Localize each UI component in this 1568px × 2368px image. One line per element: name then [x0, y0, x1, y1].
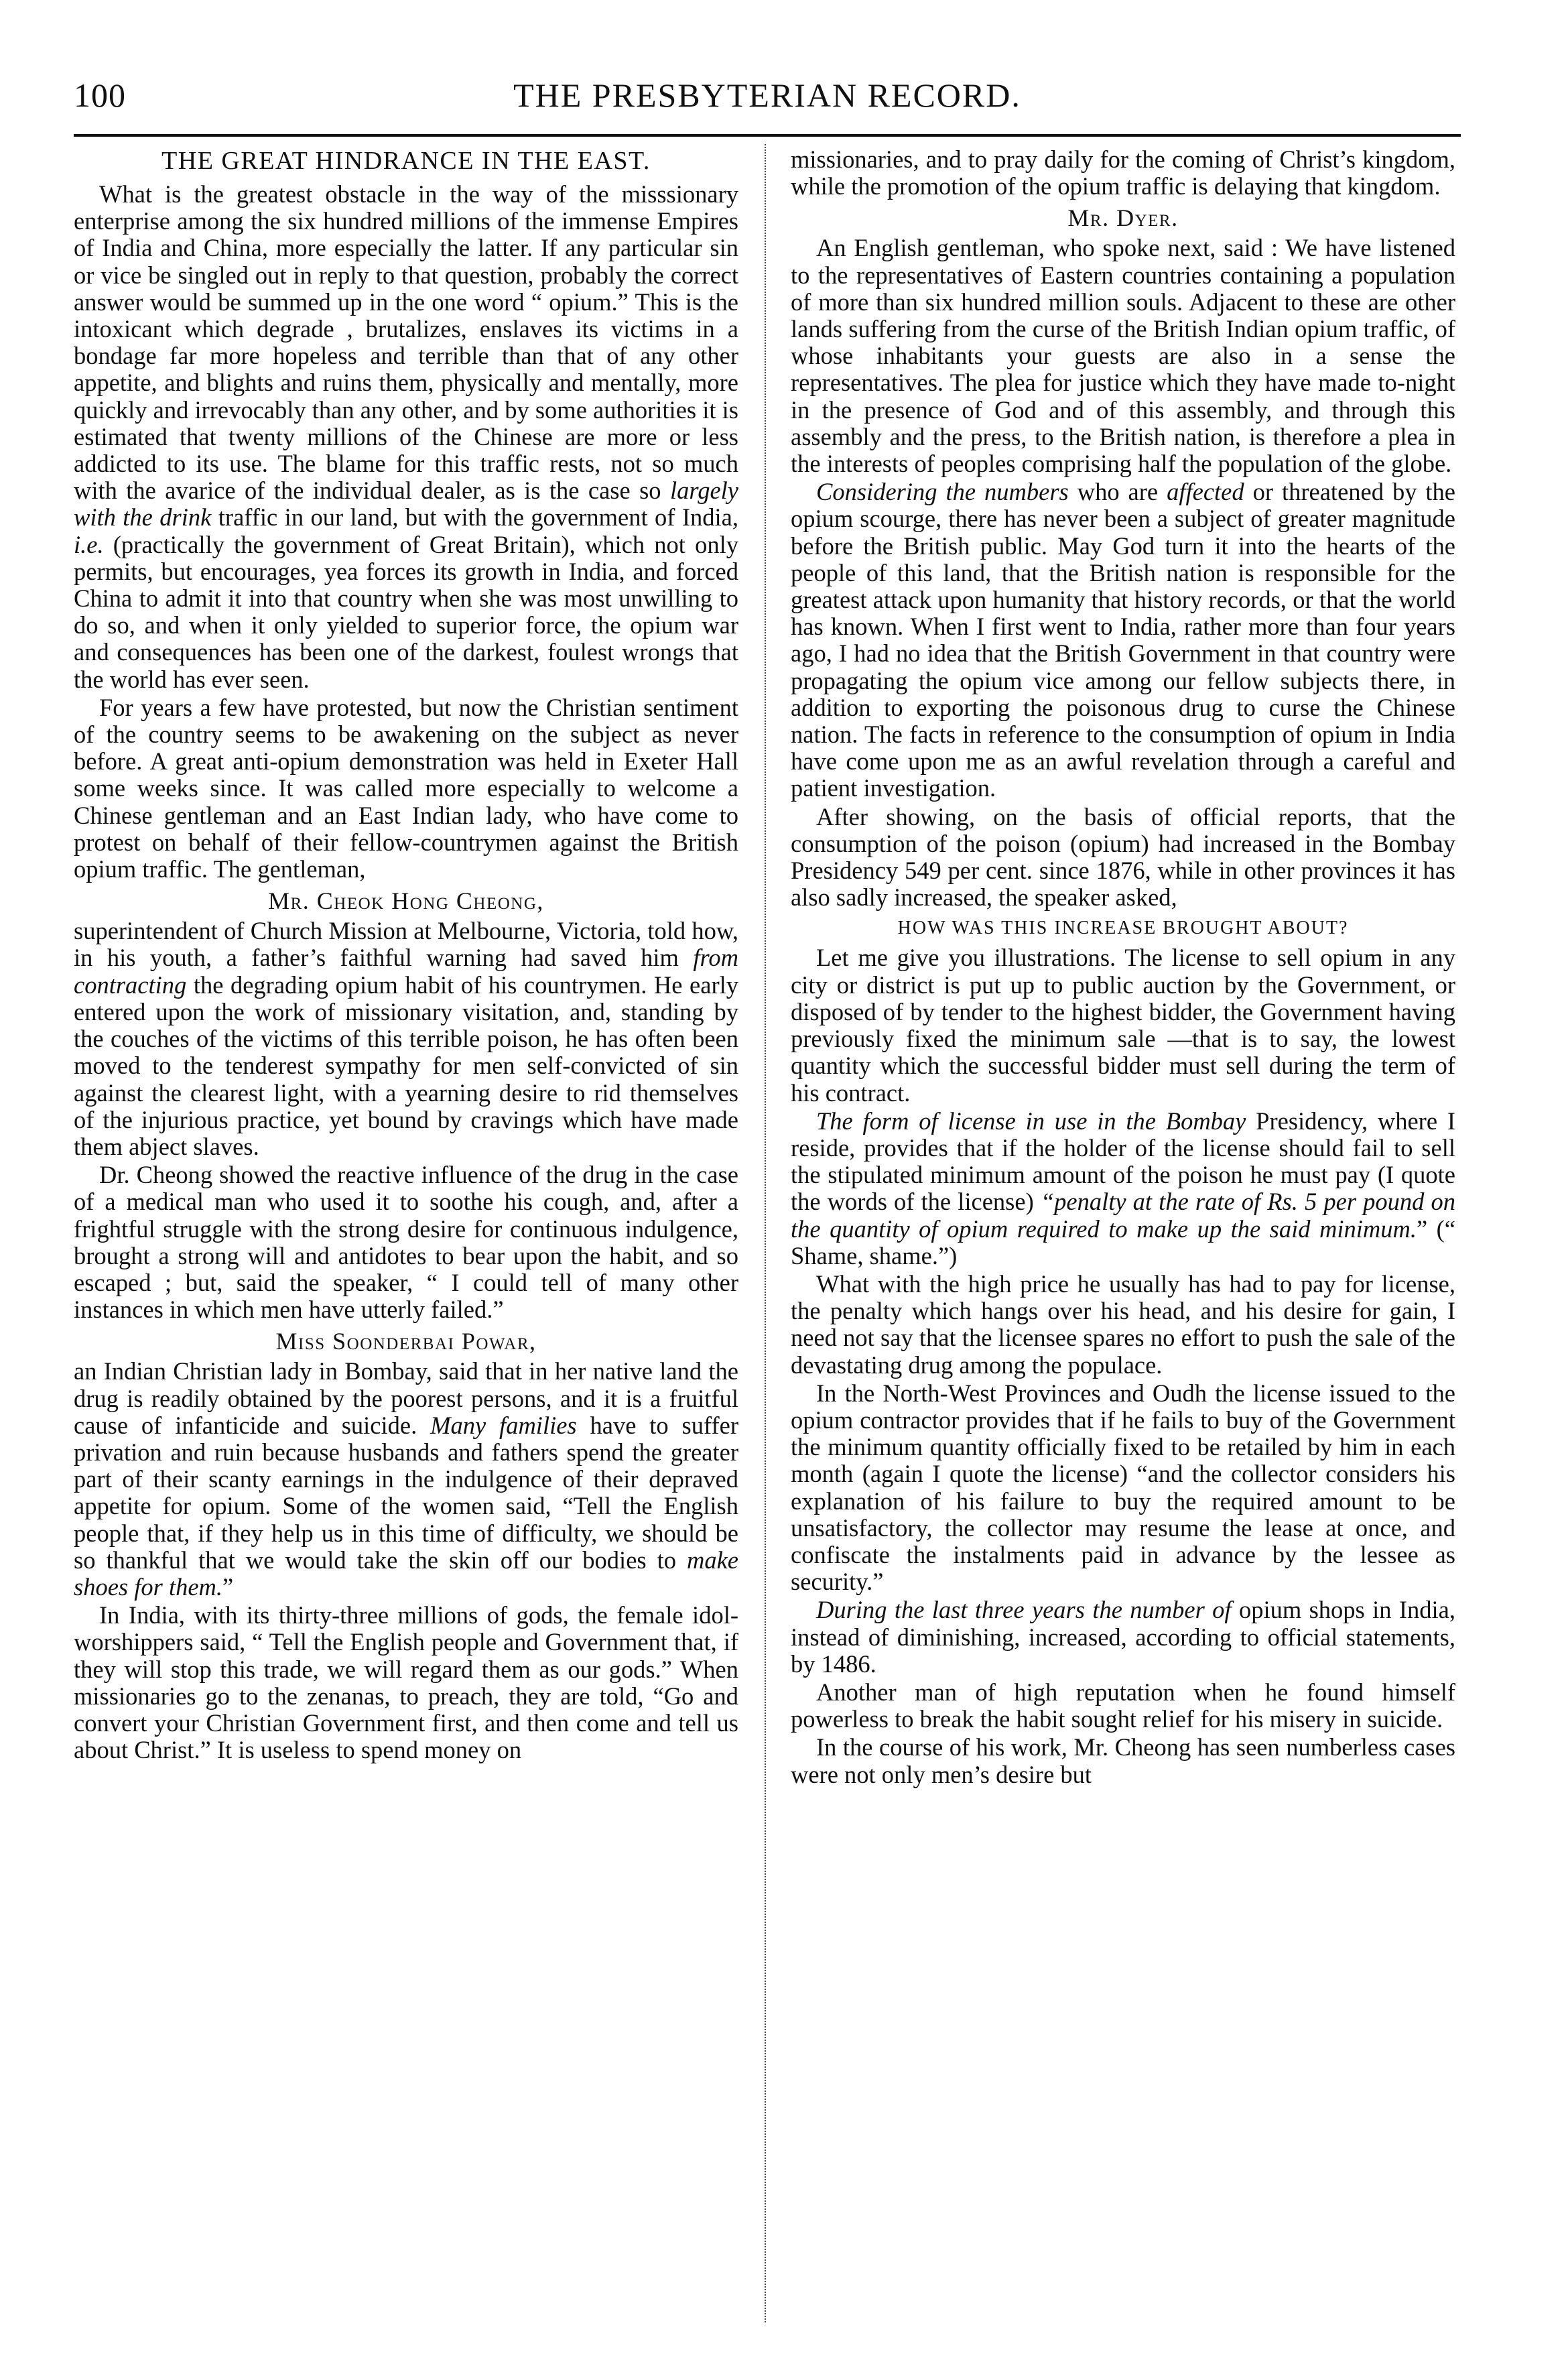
header-rule [74, 134, 1461, 137]
paragraph: In the course of his work, Mr. Cheong has seen numberless cases were not only men’s desire but [791, 1733, 1455, 1788]
paragraph: For years a few have protested, but now the Christian sentiment of the country seems to be awakening on the subject as never before. A great anti-opium demonstration was held in Exeter Hall some weeks since. It was called more especially to welcome a Chinese gentleman and an East Indian lady, who have come to protest on behalf of their fellow-countrymen against the British opium traffic. The gentleman, [74, 693, 738, 883]
paragraph: What is the greatest obstacle in the way of the misssionary enterprise among the six hundred millions of the immense Empires of India and China, more especially the latter. If any particular sin or vice be singled out in reply to that question, probably the correct answer would be summed up in the one word “ opium.” This is the intoxicant which degrade , brutalizes, enslaves its victims in a bondage far more hopeless and terrible than that of any other appetite, and blights and ruins them, physically and mentally, more quickly and irrevocably than any other, and by some authorities it is estimated that twenty millions of the Chinese are more or less addicted to its use. The blame for this traffic rests, not so much with the avarice of the individual dealer, as is the case so largely with the drink traffic in our land, but with the government of India, i.e. (practically the government of Great Britain), which not only permits, but encourages, yea forces its growth in India, and forced China to admit it into that country when she was most unwilling to do so, and when it only yielded to superior force, the opium war and consequences has been one of the darkest, foulest wrongs that the world has ever seen. [74, 180, 738, 693]
paragraph: What with the high price he usually has had to pay for license, the penalty which hangs over his head, and his desire for gain, I need not say that the licensee spares no effort to push the sale of the devastating drug among the populace. [791, 1269, 1455, 1379]
speaker-heading: Miss Soonderbai Powar, [275, 1328, 537, 1355]
page-header [74, 68, 1461, 122]
paragraph: Let me give you illustrations. The license to sell opium in any city or district is put up to public auction by the Government, or disposed of by tender to the highest bidder, the Government having previously fixed the minimum sale —that is to say, the lowest quantity which the successful bidder must sell during the term of his contract. [791, 944, 1455, 1107]
paragraph: An English gentleman, who spoke next, said : We have listened to the representatives of Eastern countries containing a population of more than six hundred million souls. Adjacent to these are other lands suffering from the curse of the British Indian opium traffic, of whose inhabitants your guests are also in a sense the representatives. The plea for justice which they have made to-night in the presence of God and of this assembly, and through this assembly and the press, to the British nation, is therefore a plea in the interests of peoples comprising half the population of the globe. [791, 234, 1455, 478]
paragraph: an Indian Christian lady in Bombay, said that in her native land the drug is readily obtained by the poorest persons, and it is a fruitful cause of infanticide and suicide. Many families have to suffer privation and ruin because husbands and fathers spend the greater part of their scanty earnings in the indulgence of their depraved appetite for opium. Some of the women said, “Tell the English people that, if they help us in this time of difficulty, we should be so thankful that we would take the skin off our bodies to make shoes for them.” [74, 1357, 738, 1601]
right-column [791, 146, 1455, 2351]
left-column [74, 146, 738, 2351]
paragraph: During the last three years the number of opium shops in India, instead of diminishing, increased, according to official statements, by 1486. [791, 1596, 1455, 1678]
paragraph: After showing, on the basis of official reports, that the consumption of the poison (opium) had increased in the Bombay Presidency 549 per cent. since 1876, while in other provinces it has also sadly increased, the speaker asked, [791, 802, 1455, 912]
subheading: HOW WAS THIS INCREASE BROUGHT ABOUT? [897, 918, 1349, 939]
paragraph: Dr. Cheong showed the reactive influence of the drug in the case of a medical man who used it to soothe his cough, and, after a frightful struggle with the strong desire for continuous indulgence, brought a strong will and antidotes to bear upon the habit, and so escaped ; but, said the speaker, “ I could tell of many other instances in which men have utterly failed.” [74, 1161, 738, 1324]
paragraph: Another man of high reputation when he found himself powerless to break the habit sought relief for his misery in suicide. [791, 1678, 1455, 1733]
article-title: THE GREAT HINDRANCE IN THE EAST. [161, 147, 651, 175]
paragraph: Considering the numbers who are affected or threatened by the opium scourge, there has never been a subject of greater magnitude before the British public. May God turn it into the hearts of the people of this land, that the British nation is responsible for the greatest attack upon humanity that history records, or that the world has known. When I first went to India, rather more than four years ago, I had no idea that the British Government in that country were propagating the opium vice among our fellow subjects there, in addition to exporting the poisonous drug to curse the Chinese nation. The facts in reference to the consumption of opium in India have come upon me as an awful revelation through a careful and patient investigation. [791, 478, 1455, 802]
speaker-heading: Mr. Cheok Hong Cheong, [268, 887, 544, 915]
paragraph: The form of license in use in the Bombay Presidency, where I reside, provides that if the holder of the license should fail to sell the stipulated minimum amount of the poison he must pay (I quote the words of the license) “penalty at the rate of Rs. 5 per pound on the quantity of opium required to make up the said minimum.” (“ Shame, shame.”) [791, 1107, 1455, 1269]
column-divider [765, 144, 766, 2322]
paragraph: superintendent of Church Mission at Melbourne, Victoria, told how, in his youth, a father’s faithful warning had saved him from contracting the degrading opium habit of his countrymen. He early entered upon the work of missionary visitation, and, standing by the couches of the victims of this terrible poison, he has often been moved to the tenderest sympathy for men self-convicted of sin against the clearest light, with a yearning desire to rid themselves of the injurious practice, yet bound by cravings which have made them abject slaves. [74, 917, 738, 1160]
paragraph: missionaries, and to pray daily for the coming of Christ’s kingdom, while the promotion of the opium traffic is delaying that kingdom. [791, 146, 1455, 200]
page-number: 100 [74, 76, 126, 114]
running-title: THE PRESBYTERIAN RECORD. [513, 76, 1021, 114]
paragraph: In India, with its thirty-three millions of gods, the female idol-worshippers said, “ Tell the English people and Government that, if they will stop this trade, we will regard them as our gods.” When missionaries go to the zenanas, to preach, they are told, “Go and convert your Christian Government first, and then come and tell us about Christ.” It is useless to spend money on [74, 1601, 738, 1764]
speaker-heading: Mr. Dyer. [1067, 204, 1179, 232]
paragraph: In the North-West Provinces and Oudh the license issued to the opium contractor provides that if he fails to buy of the Government the minimum quantity officially fixed to be retailed by him in each month (again I quote the license) “and the collector considers his explanation of his failure to buy the required amount to be unsatisfactory, the collector may resume the lease at once, and confiscate the instalments paid in advance by the lessee as security.” [791, 1379, 1455, 1596]
